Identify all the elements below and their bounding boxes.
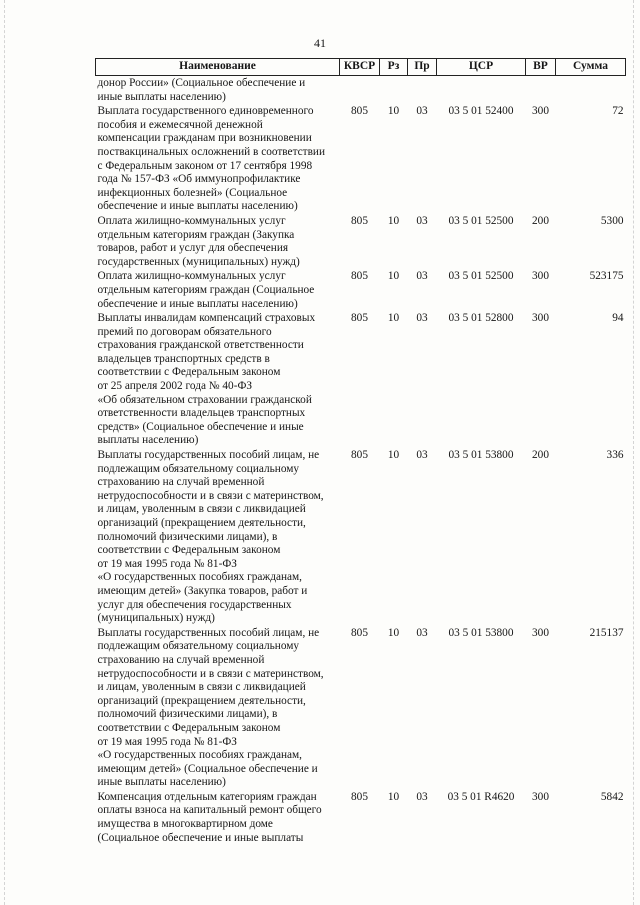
row-name-line: организаций (прекращением деятельности,	[97, 694, 306, 707]
row-name-line: отдельным категориям граждан (Социальное	[97, 283, 315, 296]
row-vr: 200	[532, 449, 549, 462]
row-name	[96, 76, 340, 105]
table-header-row	[96, 59, 626, 76]
row-name-line: Оплата жилищно-коммунальных услуг	[97, 214, 286, 227]
row-name	[96, 448, 340, 626]
row-csr: 03 5 01 52500	[448, 214, 514, 227]
row-pr	[408, 76, 437, 105]
row-name-line: пособия и ежемесячной денежной	[97, 118, 263, 131]
row-name-line: соответствии с Федеральным законом	[97, 366, 281, 379]
row-vr: 300	[532, 312, 549, 325]
row-sum	[556, 76, 626, 105]
table-row	[96, 448, 626, 626]
row-name-line: года № 157-ФЗ «Об иммунопрофилактике	[97, 173, 301, 186]
row-csr	[437, 76, 526, 105]
row-name	[96, 269, 340, 311]
scan-edge-right	[633, 0, 636, 905]
row-csr: 03 5 01 53800	[448, 626, 514, 639]
row-name-line: средств» (Социальное обеспечение и иные	[97, 420, 304, 433]
row-name-line: Выплата государственного единовременного	[97, 105, 314, 118]
row-name-line: (Социальное обеспечение и иные выплаты	[97, 831, 304, 844]
row-sum: 215137	[589, 626, 624, 639]
row-vr	[526, 76, 556, 105]
row-name-line: инфекционных болезней» (Социальное	[97, 186, 288, 199]
row-sum: 5842	[600, 790, 624, 803]
row-name-line: обеспечение и иные выплаты населению)	[97, 297, 298, 310]
table-body	[96, 76, 626, 846]
row-rz: 10	[387, 312, 400, 325]
row-vr: 200	[532, 214, 549, 227]
row-kvsr: 805	[351, 105, 368, 118]
row-name-line: и лицам, уволенным в связи с ликвидацией	[97, 503, 306, 516]
row-name	[96, 214, 340, 269]
row-name-line: владельцев транспортных средств в	[97, 352, 270, 365]
row-sum: 336	[606, 449, 624, 462]
row-name-line: компенсации гражданам при возникновении	[97, 132, 312, 145]
row-name-line: организаций (прекращением деятельности,	[97, 517, 306, 529]
row-name	[96, 626, 340, 790]
row-name-line: имеющим детей» (Закупка товаров, работ и	[97, 584, 308, 597]
row-name-line: Выплаты инвалидам компенсаций страховых	[97, 312, 316, 325]
row-kvsr: 805	[351, 626, 368, 639]
row-pr: 03	[416, 449, 428, 462]
table-row	[96, 214, 626, 269]
row-name-line: от 19 мая 1995 года № 81-ФЗ	[97, 735, 237, 748]
row-csr: 03 5 01 53800	[448, 449, 514, 462]
row-pr: 03	[416, 790, 428, 803]
header-name: Наименование	[96, 59, 340, 76]
header-sum: Сумма	[556, 59, 626, 76]
row-rz: 10	[387, 214, 400, 227]
row-vr: 300	[532, 790, 549, 803]
row-name-line: подлежащим обязательному социальному	[97, 640, 300, 653]
row-name-line: услуг для обеспечения государственных	[97, 598, 292, 611]
row-pr: 03	[416, 105, 428, 118]
row-kvsr: 805	[351, 312, 368, 325]
row-rz: 10	[387, 626, 400, 639]
row-rz	[380, 76, 408, 105]
header-rz: Рз	[380, 59, 408, 76]
row-pr: 03	[416, 312, 428, 325]
row-name-line: Выплаты государственных пособий лицам, не	[97, 449, 320, 462]
row-rz: 10	[387, 270, 400, 283]
row-name-line: нетрудоспособности и в связи с материнством,	[97, 667, 324, 680]
row-name-line: донор России» (Социальное обеспечение и	[97, 77, 306, 89]
row-rz: 10	[387, 105, 400, 118]
row-name-line: нетрудоспособности и в связи с материнством,	[97, 489, 324, 502]
table-row	[96, 76, 626, 105]
header-kvsr: КВСР	[340, 59, 380, 76]
row-name-line: имеющим детей» (Социальное обеспечение и	[97, 762, 318, 775]
row-sum: 72	[612, 105, 624, 118]
row-name-line: от 19 мая 1995 года № 81-ФЗ	[97, 557, 237, 570]
row-name-line: страхованию на случай временной	[97, 476, 265, 489]
table-row	[96, 269, 626, 311]
row-kvsr: 805	[351, 270, 368, 283]
row-pr: 03	[416, 270, 428, 283]
row-name-line: государственных (муниципальных) нужд)	[97, 255, 300, 268]
row-name	[96, 104, 340, 214]
row-name-line: имущества в многоквартирном доме	[97, 818, 273, 831]
row-pr: 03	[416, 214, 428, 227]
row-name-line: выплаты населению)	[97, 434, 199, 447]
row-name-line: товаров, работ и услуг для обеспечения	[97, 242, 289, 255]
row-name-line: с Федеральным законом от 17 сентября 1998	[97, 159, 313, 172]
row-name-line: соответствии с Федеральным законом	[97, 721, 281, 734]
row-name-line: обеспечение и иные выплаты населению)	[97, 200, 298, 213]
row-csr: 03 5 01 52400	[448, 105, 514, 118]
row-pr: 03	[416, 626, 428, 639]
row-rz: 10	[387, 790, 400, 803]
row-csr: 03 5 01 52500	[448, 270, 514, 283]
table-row	[96, 311, 626, 448]
row-name-line: соответствии с Федеральным законом	[97, 544, 281, 557]
row-sum: 94	[612, 312, 624, 325]
row-csr: 03 5 01 R4620	[447, 790, 515, 803]
row-name-line: премий по договорам обязательного	[97, 325, 272, 338]
row-name-line: иные выплаты населению)	[97, 776, 226, 789]
row-name-line: «Об обязательном страховании гражданской	[97, 393, 312, 406]
row-name-line: (муниципальных) нужд)	[97, 612, 215, 625]
row-name-line: Выплаты государственных пособий лицам, не	[97, 626, 320, 639]
row-vr: 300	[532, 626, 549, 639]
row-name-line: полномочий физическими лицами), в	[97, 708, 278, 721]
table-row	[96, 790, 626, 845]
row-name	[96, 311, 340, 448]
table-row	[96, 626, 626, 790]
row-name-line: ответственности владельцев транспортных	[97, 407, 306, 420]
row-name-line: «О государственных пособиях гражданам,	[97, 749, 303, 762]
row-name	[96, 790, 340, 845]
row-kvsr: 805	[351, 214, 368, 227]
row-kvsr: 805	[351, 449, 368, 462]
row-name-line: страхования гражданской ответственности	[97, 339, 304, 352]
row-name-line: страхованию на случай временной	[97, 653, 265, 666]
row-name-line: отдельным категориям граждан (Закупка	[97, 228, 295, 241]
table-row	[96, 104, 626, 214]
budget-table	[95, 58, 626, 845]
scan-edge-left	[4, 0, 7, 905]
row-name-line: от 25 апреля 2002 года № 40-ФЗ	[97, 380, 253, 393]
row-kvsr: 805	[351, 790, 368, 803]
row-name-line: подлежащим обязательному социальному	[97, 462, 300, 475]
row-rz: 10	[387, 449, 400, 462]
header-csr: ЦСР	[437, 59, 526, 76]
row-name-line: иные выплаты населению)	[97, 90, 226, 103]
row-name-line: поствакцинальных осложнений в соответствии	[97, 145, 326, 158]
row-vr: 300	[532, 270, 549, 283]
row-name-line: Оплата жилищно-коммунальных услуг	[97, 270, 286, 283]
row-name-line: и лицам, уволенным в связи с ликвидацией	[97, 681, 306, 694]
row-vr: 300	[532, 105, 549, 118]
row-csr: 03 5 01 52800	[448, 312, 514, 325]
row-kvsr	[340, 76, 380, 105]
page-number: 41	[314, 36, 326, 50]
header-vr: ВР	[526, 59, 556, 76]
row-sum: 5300	[600, 214, 624, 227]
row-name-line: Компенсация отдельным категориям граждан	[97, 790, 317, 803]
row-sum: 523175	[589, 270, 624, 283]
row-name-line: полномочий физическими лицами), в	[97, 530, 278, 543]
row-name-line: оплаты взноса на капитальный ремонт общего	[97, 804, 322, 817]
header-pr: Пр	[408, 59, 437, 76]
row-name-line: «О государственных пособиях гражданам,	[97, 571, 303, 584]
